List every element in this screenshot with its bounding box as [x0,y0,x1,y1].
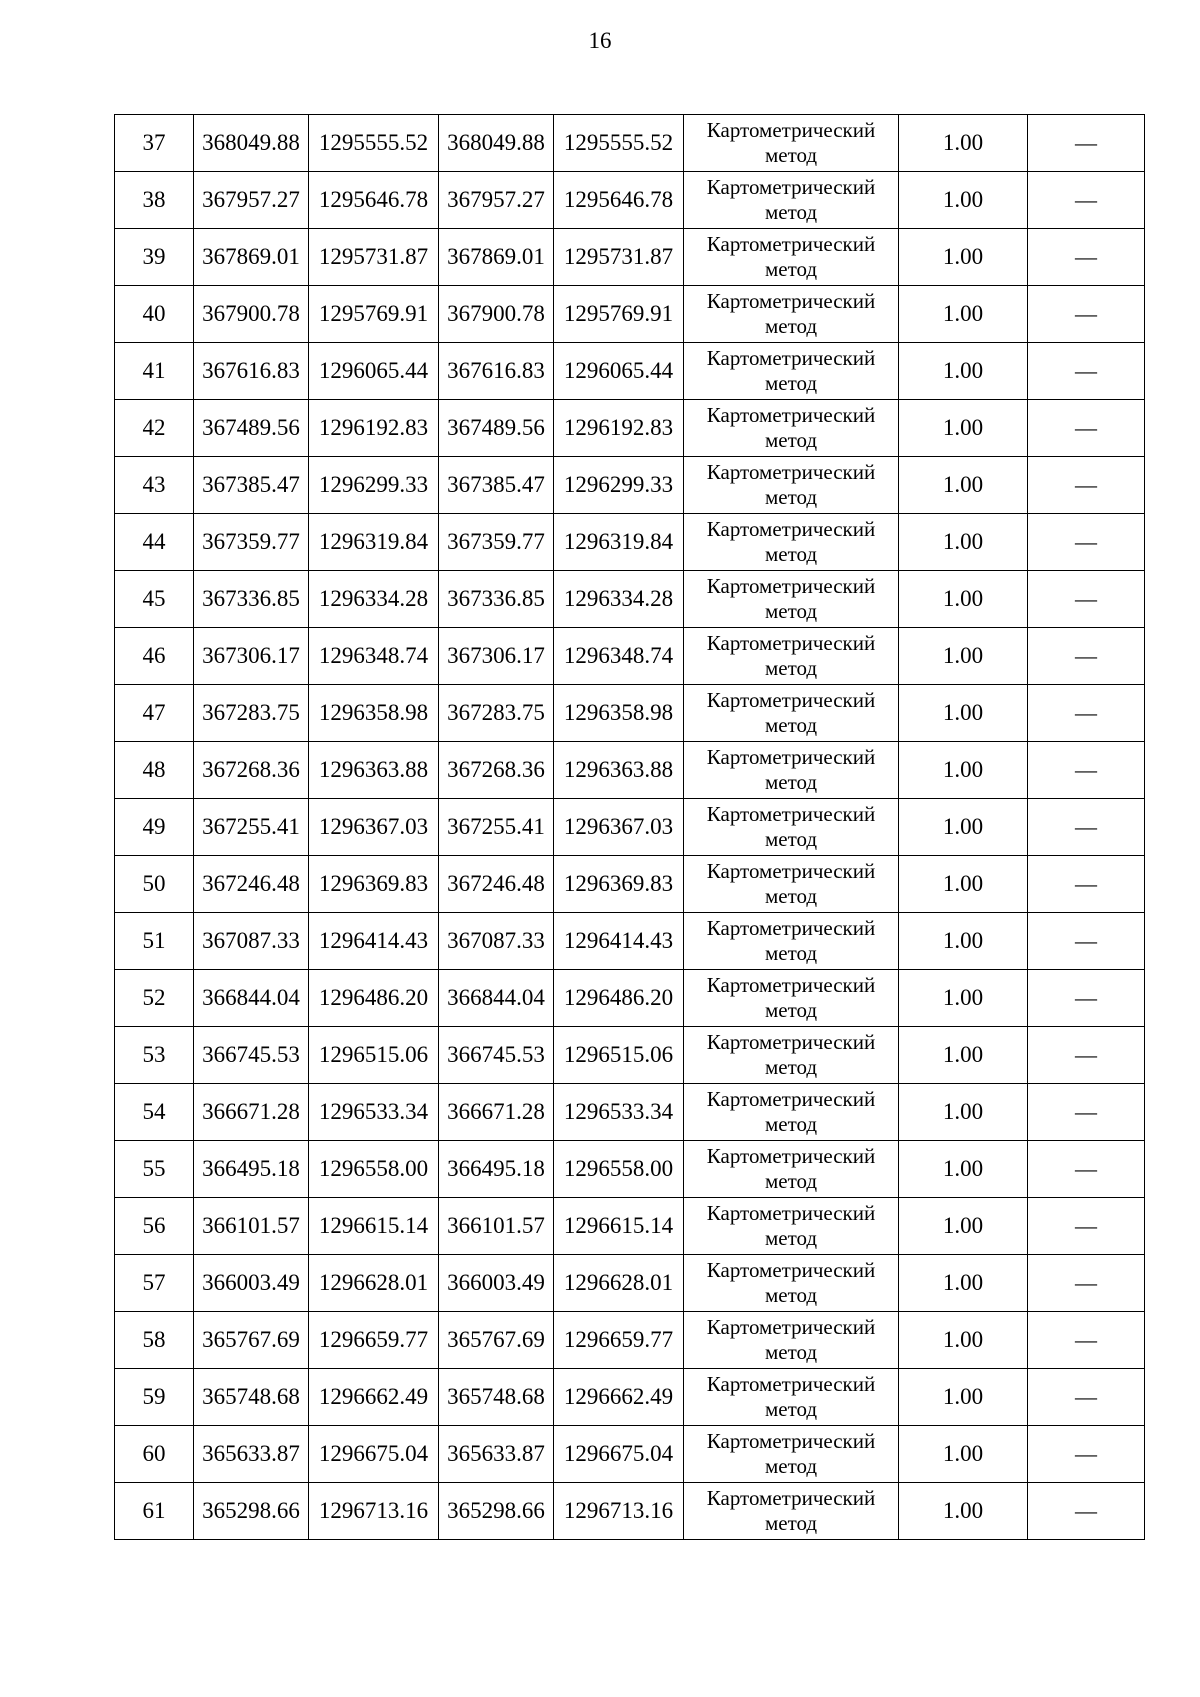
method-text: метод [764,941,818,965]
y-new-cell: 1296299.33 [554,457,684,514]
table-row [115,172,1145,229]
y-existing-cell: 1296369.83 [309,856,439,913]
method-text: Картометрический [706,1030,876,1054]
y-existing-cell: 1296615.14 [309,1198,439,1255]
accuracy-cell: 1.00 [899,1084,1028,1141]
note-cell: — [1028,286,1145,343]
y-existing-cell: 1296348.74 [309,628,439,685]
note-cell: — [1028,115,1145,172]
method-text: Картометрический [706,1201,876,1225]
method-text: Картометрический [706,973,876,997]
accuracy-cell: 1.00 [899,1198,1028,1255]
table-row [115,1426,1145,1483]
x-existing-cell: 366745.53 [194,1027,309,1084]
method-text: Картометрический [706,916,876,940]
method-text: Картометрический [706,802,876,826]
y-existing-cell: 1296515.06 [309,1027,439,1084]
table-row [115,799,1145,856]
y-existing-cell: 1296363.88 [309,742,439,799]
point-number-cell: 60 [115,1426,194,1483]
method-text: метод [764,485,818,509]
method-text: метод [764,884,818,908]
point-number-cell: 51 [115,913,194,970]
method-cell [684,970,899,1027]
method-cell [684,1255,899,1312]
accuracy-cell: 1.00 [899,913,1028,970]
y-new-cell: 1295769.91 [554,286,684,343]
accuracy-cell: 1.00 [899,571,1028,628]
y-existing-cell: 1296334.28 [309,571,439,628]
method-cell [684,1312,899,1369]
method-text: Картометрический [706,175,876,199]
method-text: Картометрический [706,232,876,256]
method-cell [684,1027,899,1084]
point-number-cell: 39 [115,229,194,286]
x-new-cell: 365298.66 [439,1483,554,1540]
method-text: метод [764,1169,818,1193]
method-cell [684,628,899,685]
method-text: Картометрический [706,574,876,598]
method-text: Картометрический [706,1429,876,1453]
point-number-cell: 56 [115,1198,194,1255]
method-text: метод [764,1454,818,1478]
method-text: метод [764,1112,818,1136]
point-number-cell: 46 [115,628,194,685]
y-existing-cell: 1296414.43 [309,913,439,970]
method-text: метод [764,143,818,167]
accuracy-cell: 1.00 [899,856,1028,913]
y-new-cell: 1296486.20 [554,970,684,1027]
x-existing-cell: 367489.56 [194,400,309,457]
method-cell [684,115,899,172]
x-existing-cell: 367255.41 [194,799,309,856]
y-existing-cell: 1296662.49 [309,1369,439,1426]
table-row [115,1483,1145,1540]
y-new-cell: 1295646.78 [554,172,684,229]
y-existing-cell: 1296713.16 [309,1483,439,1540]
x-new-cell: 367385.47 [439,457,554,514]
method-text: метод [764,1226,818,1250]
table-row [115,970,1145,1027]
method-text: метод [764,1055,818,1079]
x-new-cell: 366003.49 [439,1255,554,1312]
x-new-cell: 367359.77 [439,514,554,571]
method-cell [684,1084,899,1141]
y-new-cell: 1296662.49 [554,1369,684,1426]
method-text: метод [764,542,818,566]
note-cell: — [1028,343,1145,400]
note-cell: — [1028,1369,1145,1426]
table-row [115,685,1145,742]
y-existing-cell: 1296192.83 [309,400,439,457]
note-cell: — [1028,172,1145,229]
x-existing-cell: 367087.33 [194,913,309,970]
y-new-cell: 1296615.14 [554,1198,684,1255]
method-text: Картометрический [706,1144,876,1168]
x-new-cell: 365633.87 [439,1426,554,1483]
x-new-cell: 367246.48 [439,856,554,913]
x-existing-cell: 366101.57 [194,1198,309,1255]
y-new-cell: 1296675.04 [554,1426,684,1483]
method-cell [684,571,899,628]
method-text: Картометрический [706,688,876,712]
point-number-cell: 43 [115,457,194,514]
note-cell: — [1028,400,1145,457]
note-cell: — [1028,1141,1145,1198]
y-new-cell: 1296533.34 [554,1084,684,1141]
table-row [115,1255,1145,1312]
method-text: Картометрический [706,460,876,484]
y-existing-cell: 1296659.77 [309,1312,439,1369]
method-text: метод [764,314,818,338]
y-existing-cell: 1295555.52 [309,115,439,172]
table-row [115,1198,1145,1255]
method-text: Картометрический [706,631,876,655]
y-new-cell: 1295731.87 [554,229,684,286]
note-cell: — [1028,229,1145,286]
note-cell: — [1028,1483,1145,1540]
point-number-cell: 52 [115,970,194,1027]
method-cell [684,229,899,286]
note-cell: — [1028,856,1145,913]
method-text: Картометрический [706,1486,876,1510]
y-existing-cell: 1296319.84 [309,514,439,571]
y-new-cell: 1296558.00 [554,1141,684,1198]
y-existing-cell: 1296533.34 [309,1084,439,1141]
note-cell: — [1028,1426,1145,1483]
point-number-cell: 41 [115,343,194,400]
x-existing-cell: 365748.68 [194,1369,309,1426]
point-number-cell: 53 [115,1027,194,1084]
point-number-cell: 61 [115,1483,194,1540]
y-existing-cell: 1296628.01 [309,1255,439,1312]
y-existing-cell: 1295646.78 [309,172,439,229]
method-text: Картометрический [706,517,876,541]
method-text: метод [764,770,818,794]
method-text: Картометрический [706,1258,876,1282]
y-new-cell: 1296358.98 [554,685,684,742]
x-new-cell: 367616.83 [439,343,554,400]
method-cell [684,514,899,571]
point-number-cell: 45 [115,571,194,628]
table-row [115,343,1145,400]
x-new-cell: 367306.17 [439,628,554,685]
page-number: 16 [588,28,612,53]
table-row [115,571,1145,628]
method-text: Картометрический [706,1315,876,1339]
point-number-cell: 55 [115,1141,194,1198]
point-number-cell: 40 [115,286,194,343]
accuracy-cell: 1.00 [899,457,1028,514]
x-new-cell: 367283.75 [439,685,554,742]
y-existing-cell: 1296675.04 [309,1426,439,1483]
method-cell [684,1369,899,1426]
x-existing-cell: 365633.87 [194,1426,309,1483]
y-new-cell: 1296713.16 [554,1483,684,1540]
method-cell [684,172,899,229]
x-new-cell: 366671.28 [439,1084,554,1141]
method-text: метод [764,257,818,281]
method-text: метод [764,827,818,851]
y-existing-cell: 1296065.44 [309,343,439,400]
method-text: метод [764,1340,818,1364]
table-row [115,1084,1145,1141]
x-existing-cell: 368049.88 [194,115,309,172]
note-cell: — [1028,1027,1145,1084]
accuracy-cell: 1.00 [899,685,1028,742]
x-new-cell: 368049.88 [439,115,554,172]
x-new-cell: 367268.36 [439,742,554,799]
accuracy-cell: 1.00 [899,172,1028,229]
point-number-cell: 47 [115,685,194,742]
point-number-cell: 48 [115,742,194,799]
note-cell: — [1028,1312,1145,1369]
note-cell: — [1028,1198,1145,1255]
method-text: Картометрический [706,289,876,313]
accuracy-cell: 1.00 [899,1312,1028,1369]
accuracy-cell: 1.00 [899,514,1028,571]
method-text: метод [764,1511,818,1535]
x-existing-cell: 366495.18 [194,1141,309,1198]
accuracy-cell: 1.00 [899,343,1028,400]
x-new-cell: 367957.27 [439,172,554,229]
x-new-cell: 367255.41 [439,799,554,856]
point-number-cell: 54 [115,1084,194,1141]
x-new-cell: 365767.69 [439,1312,554,1369]
x-new-cell: 366495.18 [439,1141,554,1198]
method-cell [684,457,899,514]
x-existing-cell: 367900.78 [194,286,309,343]
y-new-cell: 1296659.77 [554,1312,684,1369]
method-cell [684,799,899,856]
y-new-cell: 1296319.84 [554,514,684,571]
point-number-cell: 58 [115,1312,194,1369]
table-row [115,400,1145,457]
method-cell [684,1141,899,1198]
method-cell [684,1198,899,1255]
x-existing-cell: 367359.77 [194,514,309,571]
method-text: метод [764,1397,818,1421]
table-row [115,913,1145,970]
y-existing-cell: 1296486.20 [309,970,439,1027]
x-existing-cell: 365767.69 [194,1312,309,1369]
method-text: метод [764,428,818,452]
y-existing-cell: 1295731.87 [309,229,439,286]
x-new-cell: 366101.57 [439,1198,554,1255]
point-number-cell: 44 [115,514,194,571]
method-text: метод [764,713,818,737]
x-existing-cell: 367283.75 [194,685,309,742]
method-cell [684,856,899,913]
note-cell: — [1028,571,1145,628]
method-text: метод [764,656,818,680]
x-new-cell: 367489.56 [439,400,554,457]
table-row [115,514,1145,571]
point-number-cell: 49 [115,799,194,856]
note-cell: — [1028,1255,1145,1312]
table-row [115,286,1145,343]
note-cell: — [1028,685,1145,742]
accuracy-cell: 1.00 [899,1426,1028,1483]
note-cell: — [1028,514,1145,571]
y-new-cell: 1296414.43 [554,913,684,970]
x-new-cell: 367087.33 [439,913,554,970]
x-new-cell: 365748.68 [439,1369,554,1426]
y-existing-cell: 1296358.98 [309,685,439,742]
accuracy-cell: 1.00 [899,799,1028,856]
x-existing-cell: 365298.66 [194,1483,309,1540]
x-new-cell: 367869.01 [439,229,554,286]
method-text: Картометрический [706,1372,876,1396]
note-cell: — [1028,628,1145,685]
method-cell [684,286,899,343]
accuracy-cell: 1.00 [899,1369,1028,1426]
x-new-cell: 367900.78 [439,286,554,343]
x-new-cell: 366844.04 [439,970,554,1027]
method-cell [684,1426,899,1483]
x-new-cell: 367336.85 [439,571,554,628]
y-existing-cell: 1295769.91 [309,286,439,343]
table-body [115,115,1145,1540]
x-existing-cell: 367306.17 [194,628,309,685]
y-existing-cell: 1296299.33 [309,457,439,514]
method-text: метод [764,371,818,395]
table-row [115,1369,1145,1426]
method-text: Картометрический [706,118,876,142]
table-row [115,1141,1145,1198]
table-row [115,856,1145,913]
method-text: Картометрический [706,745,876,769]
accuracy-cell: 1.00 [899,229,1028,286]
accuracy-cell: 1.00 [899,115,1028,172]
note-cell: — [1028,742,1145,799]
note-cell: — [1028,799,1145,856]
y-new-cell: 1296367.03 [554,799,684,856]
note-cell: — [1028,970,1145,1027]
method-cell [684,685,899,742]
point-number-cell: 37 [115,115,194,172]
accuracy-cell: 1.00 [899,1255,1028,1312]
accuracy-cell: 1.00 [899,400,1028,457]
point-number-cell: 42 [115,400,194,457]
x-new-cell: 366745.53 [439,1027,554,1084]
table-row [115,115,1145,172]
note-cell: — [1028,913,1145,970]
y-existing-cell: 1296367.03 [309,799,439,856]
x-existing-cell: 366844.04 [194,970,309,1027]
y-new-cell: 1296192.83 [554,400,684,457]
y-new-cell: 1296628.01 [554,1255,684,1312]
table-row [115,1027,1145,1084]
note-cell: — [1028,457,1145,514]
point-number-cell: 38 [115,172,194,229]
x-existing-cell: 367268.36 [194,742,309,799]
table-row [115,457,1145,514]
table-row [115,742,1145,799]
method-text: Картометрический [706,1087,876,1111]
y-new-cell: 1296334.28 [554,571,684,628]
x-existing-cell: 367616.83 [194,343,309,400]
accuracy-cell: 1.00 [899,286,1028,343]
x-existing-cell: 367385.47 [194,457,309,514]
coordinates-table [114,114,1145,1540]
x-existing-cell: 367957.27 [194,172,309,229]
accuracy-cell: 1.00 [899,742,1028,799]
y-new-cell: 1295555.52 [554,115,684,172]
method-cell [684,913,899,970]
y-existing-cell: 1296558.00 [309,1141,439,1198]
table-row [115,628,1145,685]
method-text: Картометрический [706,859,876,883]
y-new-cell: 1296065.44 [554,343,684,400]
table-row [115,229,1145,286]
accuracy-cell: 1.00 [899,970,1028,1027]
x-existing-cell: 366671.28 [194,1084,309,1141]
method-cell [684,742,899,799]
y-new-cell: 1296363.88 [554,742,684,799]
method-text: метод [764,1283,818,1307]
point-number-cell: 57 [115,1255,194,1312]
method-text: Картометрический [706,346,876,370]
method-cell [684,400,899,457]
y-new-cell: 1296348.74 [554,628,684,685]
point-number-cell: 59 [115,1369,194,1426]
x-existing-cell: 366003.49 [194,1255,309,1312]
x-existing-cell: 367246.48 [194,856,309,913]
method-text: Картометрический [706,403,876,427]
method-text: метод [764,200,818,224]
note-cell: — [1028,1084,1145,1141]
point-number-cell: 50 [115,856,194,913]
table-row [115,1312,1145,1369]
x-existing-cell: 367869.01 [194,229,309,286]
method-cell [684,343,899,400]
accuracy-cell: 1.00 [899,1027,1028,1084]
method-text: метод [764,998,818,1022]
accuracy-cell: 1.00 [899,1483,1028,1540]
accuracy-cell: 1.00 [899,1141,1028,1198]
method-text: метод [764,599,818,623]
y-new-cell: 1296515.06 [554,1027,684,1084]
y-new-cell: 1296369.83 [554,856,684,913]
x-existing-cell: 367336.85 [194,571,309,628]
method-cell [684,1483,899,1540]
accuracy-cell: 1.00 [899,628,1028,685]
